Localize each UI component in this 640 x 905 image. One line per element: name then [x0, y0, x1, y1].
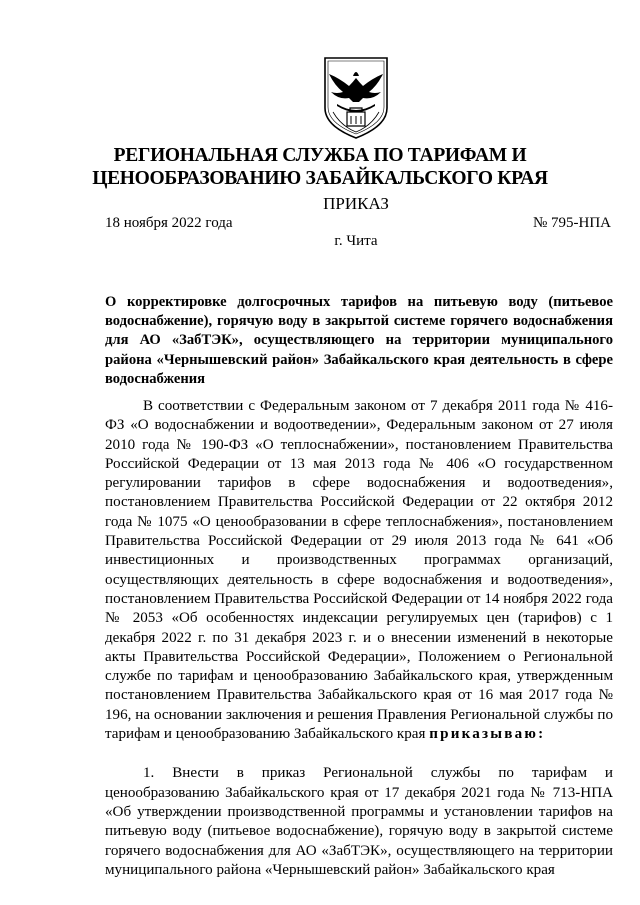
- coat-of-arms-icon: [323, 56, 389, 140]
- document-subject: О корректировке долгосрочных тарифов на питьевую воду (питьевое водоснабжение), горячую воду в закрытой системе горячего водоснабжения для АО «ЗабТЭК», осуществляющего на территории муниципального района «Чернышевский район» Забайкальского края деятельность в сфере водоснабжения: [105, 294, 613, 387]
- document-city: г. Чита: [334, 233, 378, 249]
- organization-title-line-1: РЕГИОНАЛЬНАЯ СЛУЖБА ПО ТАРИФАМ И: [113, 145, 527, 166]
- item-1-paragraph: 1. Внести в приказ Региональной службы по тарифам и ценообразованию Забайкальского края от 17 декабря 2021 года № 713-НПА «Об утверждении производственной программы и установлении тарифов на питьевую воду (питьевое водоснабжение), горячую воду в закрытой системе горячего водоснабжения для АО «ЗабТЭК», осуществляющего на территории муниципального района «Чернышевский район» Забайкальского края: [105, 765, 613, 878]
- preamble-paragraph: [105, 397, 613, 744]
- document-number: № 795-НПА: [532, 215, 611, 231]
- document-body: [105, 397, 613, 880]
- preamble-text: В соответствии с Федеральным законом от 7 декабря 2011 года № 416-ФЗ «О водоснабжении и водоотведении», Федеральным законом от 27 июля 2010 года № 190-ФЗ «О теплоснабжении», постановлением Правительства Российской Федерации от 13 мая 2013 года № 406 «О государственном регулировании тарифов в сфере водоснабжения и водоотведения», постановлением Правительства Российской Федерации от 22 октября 2012 года № 1075 «О ценообразовании в сфере теплоснабжения», постановлением Правительства Российской Федерации от 29 июля 2013 года № 641 «Об инвестиционных и производственных программах организаций, осуществляющих деятельность в сфере водоснабжения и водоотведения», постановлением Правительства Российской Федерации от 14 ноября 2022 года № 2053 «Об особенностях индексации регулируемых цен (тарифов) с 1 декабря 2022 г. по 31 декабря 2023 г. и о внесении изменений в некоторые акты Правительства Российской Федерации», Положением о Региональной службе по тарифам и ценообразованию Забайкальского края, утвержденным постановлением Правительства Забайкальского края от 16 мая 2017 года № 196, на основании заключения и решения Правления Региональной службы по тарифам и ценообразованию Забайкальского края: [105, 398, 613, 743]
- directive-word: приказываю:: [429, 726, 546, 743]
- organization-title-line-2: ЦЕНООБРАЗОВАНИЮ ЗАБАЙКАЛЬСКОГО КРАЯ: [92, 168, 548, 189]
- coat-of-arms-emblem: [323, 56, 389, 140]
- document-date: 18 ноября 2022 года: [105, 215, 233, 231]
- document-type: ПРИКАЗ: [323, 194, 389, 213]
- organization-title: [60, 144, 580, 190]
